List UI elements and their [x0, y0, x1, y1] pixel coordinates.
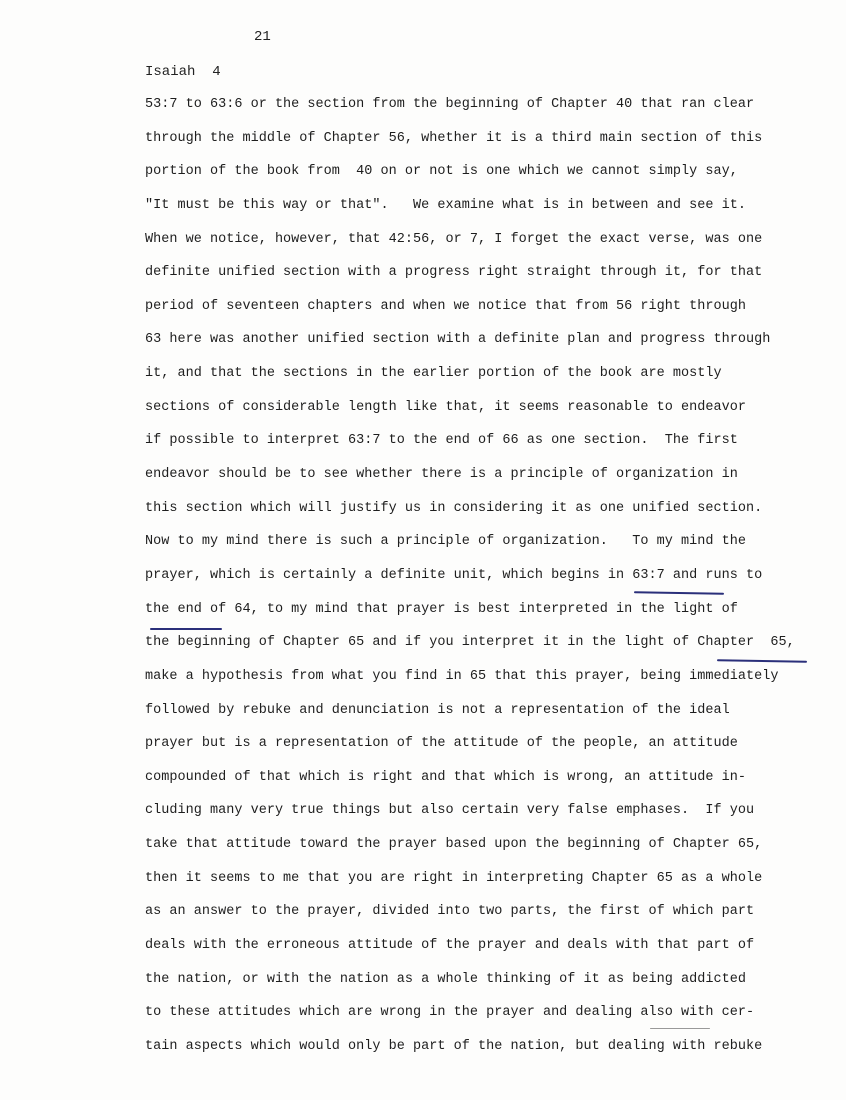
text-line: period of seventeen chapters and when we notice that from 56 right through [145, 298, 746, 314]
text-line: sections of considerable length like that, it seems reasonable to endeavor [145, 399, 746, 415]
text-line: the end of 64, to my mind that prayer is best interpreted in the light of [145, 601, 738, 617]
text-line: definite unified section with a progress right straight through it, for that [145, 265, 763, 281]
text-line: prayer, which is certainly a definite unit, which begins in 63:7 and runs to [145, 567, 763, 583]
text-line: deals with the erroneous attitude of the prayer and deals with that part of [145, 938, 755, 954]
text-line: compounded of that which is right and that which is wrong, an attitude in- [145, 769, 746, 785]
text-line: endeavor should be to see whether there is a principle of organization in [145, 467, 738, 483]
text-line: When we notice, however, that 42:56, or 7, I forget the exact verse, was one [145, 231, 763, 247]
text-line: this section which will justify us in considering it as one unified section. [145, 500, 763, 516]
text-line: as an answer to the prayer, divided into two parts, the first of which part [145, 904, 755, 920]
handwritten-underline [650, 1028, 710, 1029]
text-line: the nation, or with the nation as a whole thinking of it as being addicted [145, 971, 746, 987]
text-line: cluding many very true things but also certain very false emphases. If you [145, 803, 755, 819]
text-line: the beginning of Chapter 65 and if you interpret it in the light of Chapter 65, [145, 635, 795, 651]
text-line: prayer but is a representation of the attitude of the people, an attitude [145, 736, 738, 752]
text-line: 63 here was another unified section with a definite plan and progress through [145, 332, 771, 348]
text-line: tain aspects which would only be part of the nation, but dealing with rebuke [145, 1038, 763, 1054]
text-line: through the middle of Chapter 56, whether it is a third main section of this [145, 130, 763, 146]
handwritten-underline [150, 628, 222, 630]
text-line: 53:7 to 63:6 or the section from the beginning of Chapter 40 that ran clear [145, 97, 755, 112]
text-line: if possible to interpret 63:7 to the end of 66 as one section. The first [145, 433, 738, 449]
text-line: portion of the book from 40 on or not is one which we cannot simply say, [145, 164, 738, 180]
text-line: take that attitude toward the prayer based upon the beginning of Chapter 65, [145, 837, 763, 853]
page-number: 21 [254, 29, 271, 45]
body-text [145, 95, 795, 1071]
text-line: it, and that the sections in the earlier portion of the book are mostly [145, 366, 722, 382]
text-line: then it seems to me that you are right in interpreting Chapter 65 as a whole [145, 870, 763, 886]
text-line: to these attitudes which are wrong in the prayer and dealing also with cer- [145, 1005, 755, 1021]
text-line: Now to my mind there is such a principle of organization. To my mind the [145, 534, 746, 550]
text-line: followed by rebuke and denunciation is not a representation of the ideal [145, 702, 730, 718]
section-header: Isaiah 4 [145, 64, 221, 80]
text-line: "It must be this way or that". We examine what is in between and see it. [145, 197, 746, 213]
text-line: make a hypothesis from what you find in 65 that this prayer, being immediately [145, 668, 779, 684]
